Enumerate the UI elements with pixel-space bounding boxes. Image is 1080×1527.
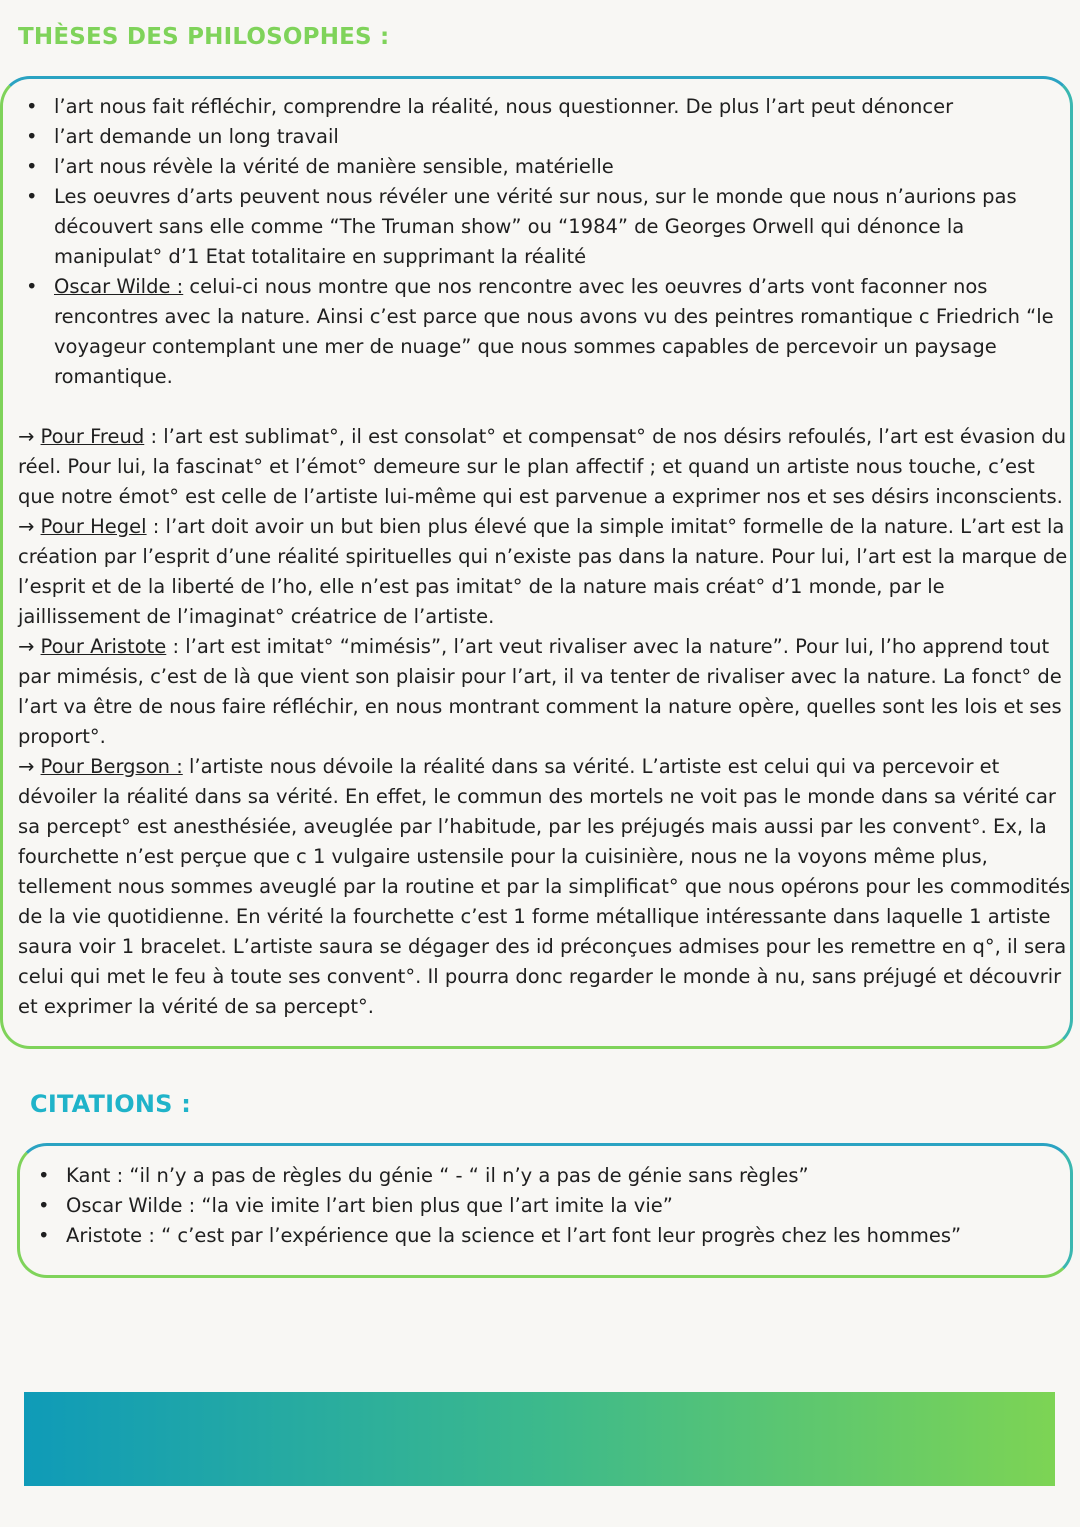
section-heading-citations: CITATIONS : bbox=[30, 1090, 191, 1118]
arrow-icon: → bbox=[18, 515, 41, 538]
list-item-wilde bbox=[18, 272, 1072, 392]
hegel-label: Pour Hegel bbox=[40, 515, 147, 538]
citation-item: • Aristote : “ c’est par l’expérience que la science et l’art font leur progrès chez les hommes” bbox=[30, 1221, 1060, 1251]
citations-list bbox=[30, 1161, 1060, 1251]
bergson-label: Pour Bergson : bbox=[40, 755, 183, 778]
list-item: • l’art nous fait réfléchir, comprendre la réalité, nous questionner. De plus l’art peut dénoncer bbox=[18, 92, 1072, 122]
list-item: • Les oeuvres d’arts peuvent nous révéler une vérité sur nous, sur le monde que nous n’aurions pas découvert sans elle comme “The Truman show” ou “1984” de Georges Orwell qui dénonce la manipulat° d’1 Etat totalitaire en supprimant la réalité bbox=[18, 182, 1072, 272]
arrow-icon: → bbox=[18, 635, 41, 658]
aristote-label: Pour Aristote bbox=[40, 635, 167, 658]
paragraph-aristote bbox=[18, 632, 1072, 752]
list-item: • l’art nous révèle la vérité de manière sensible, matérielle bbox=[18, 152, 1072, 182]
freud-label: Pour Freud bbox=[40, 425, 145, 448]
citations-content bbox=[30, 1161, 1060, 1251]
aristote-text: : l’art est imitat° “mimésis”, l’art veut rivaliser avec la nature”. Pour lui, l’ho apprend tout par mimésis, c’est de là que vient son plaisir pour l’art, il va tenter de rivaliser avec la nature. La fonct° de l’art va être de nous faire réfléchir, en nous montrant comment la nature opère, quelles sont les lois et ses proport°. bbox=[18, 635, 1062, 748]
wilde-label: Oscar Wilde : bbox=[54, 275, 184, 298]
list-item: • l’art demande un long travail bbox=[18, 122, 1072, 152]
paragraph-hegel bbox=[18, 512, 1072, 632]
freud-text: : l’art est sublimat°, il est consolat° et compensat° de nos désirs refoulés, l’art est évasion du réel. Pour lui, la fascinat° et l’émot° demeure sur le plan affectif ; et quand un artiste nous touche, c’est que notre émot° est celle de l’artiste lui-même qui est parvenue a exprimer nos et ses désirs inconscients. bbox=[18, 425, 1067, 508]
theses-bullet-list bbox=[18, 92, 1072, 392]
citation-item: • Oscar Wilde : “la vie imite l’art bien plus que l’art imite la vie” bbox=[30, 1191, 1060, 1221]
hegel-text: : l’art doit avoir un but bien plus élevé que la simple imitat° formelle de la nature. L’art est la création par l’esprit d’une réalité spirituelles qui n’existe pas dans la nature. Pour lui, l’art est la marque de l’esprit et de la liberté de l’ho, elle n’est pas imitat° de la nature mais créat° d’1 monde, par le jaillissement de l’imaginat° créatrice de l’artiste. bbox=[18, 515, 1068, 628]
bergson-text: l’artiste nous dévoile la réalité dans sa vérité. L’artiste est celui qui va percevoir et dévoiler la réalité dans sa vérité. En effet, le commun des mortels ne voit pas le monde dans sa vérité car sa percept° est anesthésiée, aveuglée par l’habitude, par les préjugés mais aussi par les convent°. Ex, la fourchette n’est perçue que c 1 vulgaire ustensile pour la cuisinière, nous ne la voyons même plus, tellement nous sommes aveuglé par la routine et par la simplificat° que nous opérons pour les commodités de la vie quotidienne. En vérité la fourchette c’est 1 forme métallique intéressante dans laquelle 1 artiste saura voir 1 bracelet. L’artiste saura se dégager des id préconçues admises pour les remettre en q°, il sera celui qui met le feu à toute ses convent°. Il pourra donc regarder le monde à nu, sans préjugé et découvrir et exprimer la vérité de sa percept°. bbox=[18, 755, 1071, 1018]
citation-item: • Kant : “il n’y a pas de règles du génie “ - “ il n’y a pas de génie sans règles” bbox=[30, 1161, 1060, 1191]
footer-gradient-bar bbox=[24, 1392, 1055, 1486]
wilde-text: celui-ci nous montre que nos rencontre avec les oeuvres d’arts vont faconner nos rencontres avec la nature. Ainsi c’est parce que nous avons vu des peintres romantique c Friedrich “le voyageur contemplant une mer de nuage” que nous sommes capables de percevoir un paysage romantique. bbox=[54, 275, 1054, 388]
arrow-icon: → bbox=[18, 755, 41, 778]
theses-content bbox=[18, 92, 1072, 1022]
paragraph-freud bbox=[18, 422, 1072, 512]
paragraph-bergson bbox=[18, 752, 1072, 1022]
section-heading-theses: THÈSES DES PHILOSOPHES : bbox=[18, 24, 390, 50]
arrow-icon: → bbox=[18, 425, 41, 448]
